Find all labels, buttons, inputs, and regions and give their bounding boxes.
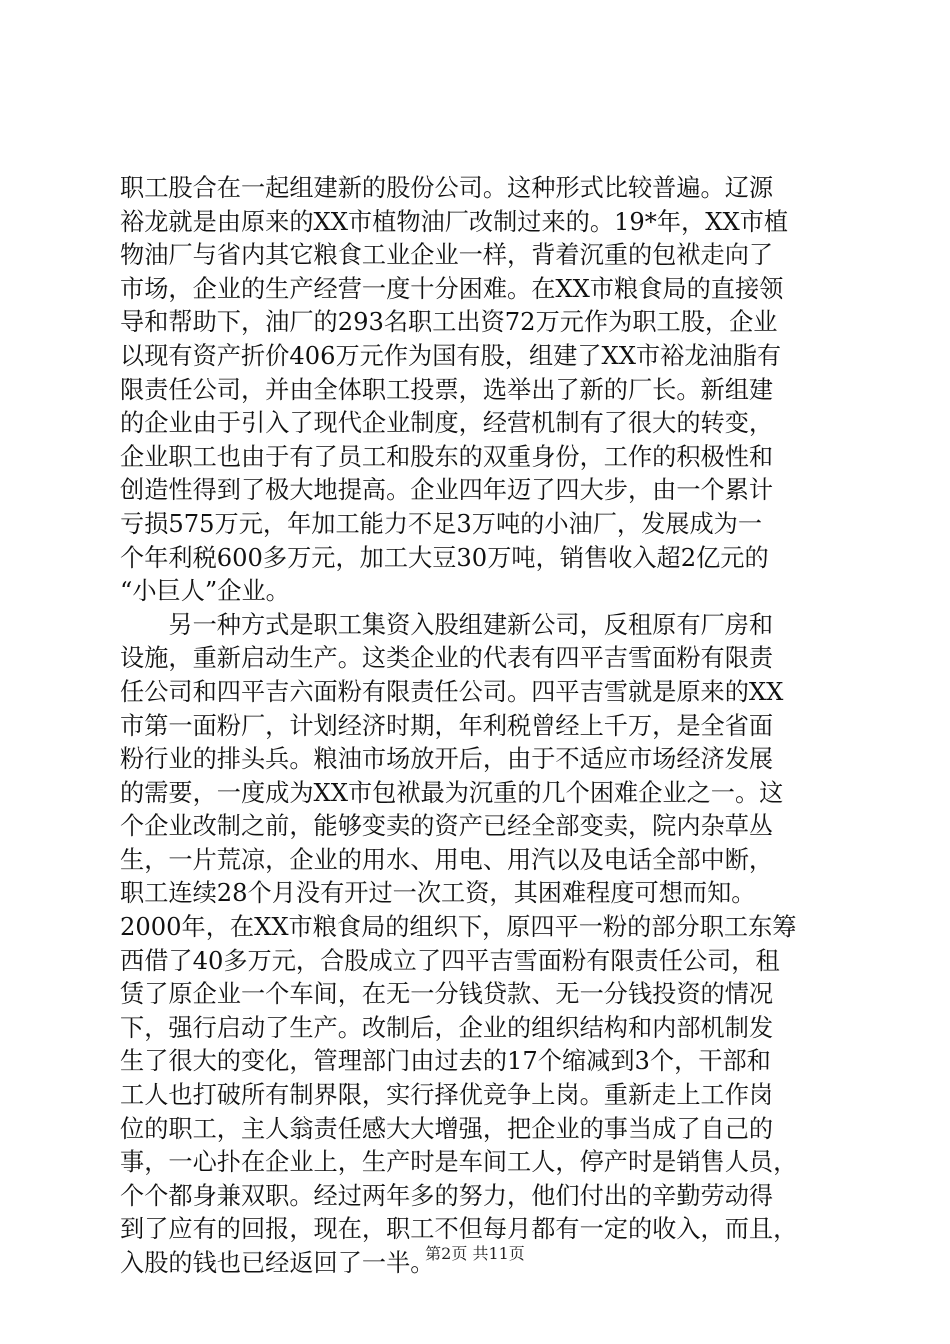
text-line: 市场，企业的生产经营一度十分困难。在XX市粮食局的直接领 [120,274,784,303]
text-line: 生，一片荒凉，企业的用水、用电、用汽以及电话全部中断， [120,845,774,874]
text-line: 赁了原企业一个车间，在无一分钱贷款、无一分钱投资的情况 [120,980,774,1009]
text-line: 职工股合在一起组建新的股份公司。这种形式比较普遍。辽源 [120,174,774,202]
text-line: 西借了40多万元，合股成立了四平吉雪面粉有限责任公司，租 [120,946,780,975]
text-line: 任公司和四平吉六面粉有限责任公司。四平吉雪就是原来的XX [120,677,784,706]
text-line: 生了很大的变化，管理部门由过去的17个缩减到3个，干部和 [120,1047,771,1076]
text-line: 2000年，在XX市粮食局的组织下，原四平一粉的部分职工东筹 [120,913,797,942]
text-line: 的企业由于引入了现代企业制度，经营机制有了很大的转变， [120,409,774,438]
text-line: 亏损575万元，年加工能力不足3万吨的小油厂，发展成为一 [120,509,763,538]
text-line: 位的职工，主人翁责任感大大增强，把企业的事当成了自己的 [120,1114,774,1143]
text-line: 职工连续28个月没有开过一次工资，其困难程度可想而知。 [120,879,756,908]
text-line: 物油厂与省内其它粮食工业企业一样，背着沉重的包袱走向了 [120,241,774,270]
text-line: 个个都身兼双职。经过两年多的努力，他们付出的辛勤劳动得 [120,1181,774,1210]
text-line: 限责任公司，并由全体职工投票，选举出了新的厂长。新组建 [120,375,774,404]
text-line: 个企业改制之前，能够变卖的资产已经全部变卖，院内杂草丛 [120,812,774,841]
text-line: 入股的钱也已经返回了一半。 [120,1249,435,1277]
text-line: 下，强行启动了生产。改制后，企业的组织结构和内部机制发 [120,1013,774,1042]
text-line: 裕龙就是由原来的XX市植物油厂改制过来的。19*年，XX市植 [120,207,789,236]
text-line: 粉行业的排头兵。粮油市场放开后，由于不适应市场经济发展 [120,745,774,774]
text-line: 以现有资产折价406万元作为国有股，组建了XX市裕龙油脂有 [120,341,782,370]
text-line: 个年利税600多万元，加工大豆30万吨，销售收入超2亿元的 [120,543,769,572]
text-line: 事，一心扑在企业上，生产时是车间工人，停产时是销售人员， [120,1148,798,1177]
text-line: 工人也打破所有制界限，实行择优竞争上岗。重新走上工作岗 [120,1081,774,1110]
paragraph-1 [120,172,840,609]
page-footer [0,1244,950,1264]
text-line: 另一种方式是职工集资入股组建新公司，反租原有厂房和 [120,610,774,639]
text-line: 设施，重新启动生产。这类企业的代表有四平吉雪面粉有限责 [120,644,774,673]
text-line: 到了应有的回报，现在，职工不但每月都有一定的收入，而且， [120,1215,798,1244]
text-line: 市第一面粉厂，计划经济时期，年利税曾经上千万，是全省面 [120,711,774,740]
text-line: “小巨人”企业。 [120,577,290,606]
text-line: 导和帮助下，油厂的293名职工出资72万元作为职工股，企业 [120,308,778,337]
paragraph-2 [120,609,840,1281]
document-body [120,172,840,1281]
text-line: 创造性得到了极大地提高。企业四年迈了四大步，由一个累计 [120,476,774,505]
page-number: 第2页 共11页 [425,1244,525,1263]
text-line: 的需要，一度成为XX市包袱最为沉重的几个困难企业之一。这 [120,778,784,807]
text-line: 企业职工也由于有了员工和股东的双重身份，工作的积极性和 [120,442,774,471]
